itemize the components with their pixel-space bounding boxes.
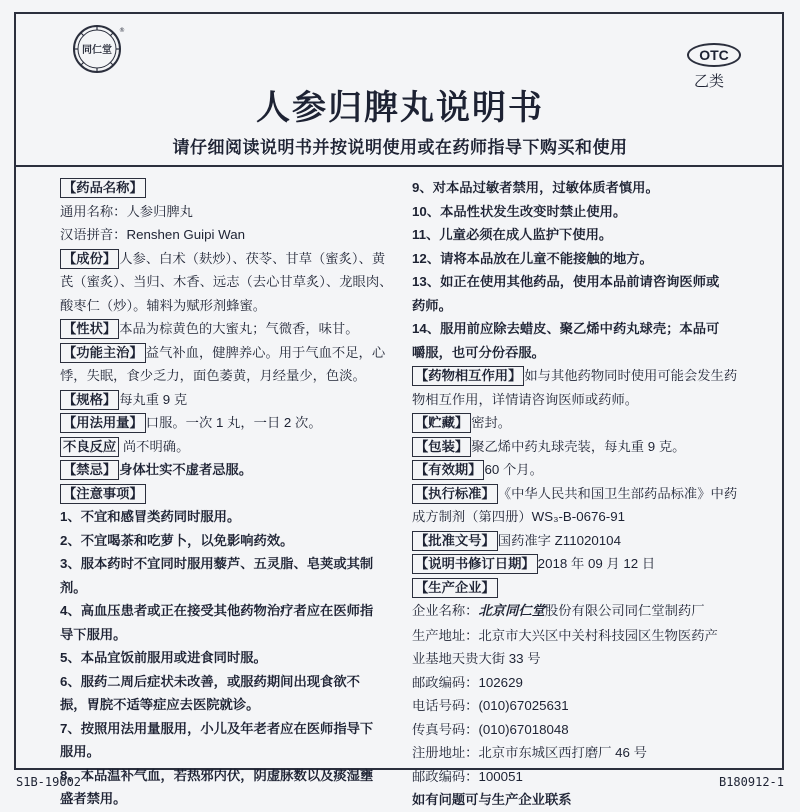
ingredients-text-3: 酸枣仁（炒）。辅料为赋形剂蜂蜜。 <box>60 297 267 313</box>
validity-text: 60 个月。 <box>484 462 543 477</box>
section-interaction <box>412 364 752 388</box>
generic-name: 通用名称：人参归脾丸 <box>60 203 193 219</box>
usage-text: 口服。一次 1 丸，一日 2 次。 <box>145 415 322 430</box>
otc-badge: OTC <box>687 43 741 67</box>
section-ingredients <box>60 247 408 271</box>
note-line: 13、如正在使用其他药品，使用本品前请咨询医师或 <box>412 274 720 289</box>
svg-text:®: ® <box>119 27 125 34</box>
footer-right-code: B180912-1 <box>718 775 784 789</box>
registered-address: 注册地址：北京市东城区西打磨厂 46 号 <box>412 745 647 760</box>
section-adverse <box>60 435 408 459</box>
storage-label: 【贮藏】 <box>412 413 471 433</box>
standard-label: 【执行标准】 <box>412 484 498 504</box>
drug-name-label: 【药品名称】 <box>60 178 146 198</box>
postcode-1: 邮政编码：102629 <box>412 674 523 690</box>
approval-label: 【批准文号】 <box>412 531 498 551</box>
revision-label: 【说明书修订日期】 <box>412 554 538 574</box>
section-revision <box>412 552 752 576</box>
interaction-text-2: 物相互作用，详情请咨询医师或药师。 <box>412 391 639 407</box>
section-validity <box>412 458 752 482</box>
logo-text: 同仁堂 <box>82 45 112 56</box>
note-line: 9、对本品过敏者禁用，过敏体质者慎用。 <box>412 180 659 195</box>
function-text-2: 悸，失眠，食少乏力，面色萎黄，月经量少，色淡。 <box>60 368 366 383</box>
note-line: 振，胃脘不适等症应去医院就诊。 <box>60 697 260 712</box>
document-subtitle: 请仔细阅读说明书并按说明使用或在药师指导下购买和使用 <box>172 138 628 158</box>
note-line: 10、本品性状发生改变时禁止使用。 <box>412 203 627 219</box>
character-text: 本品为棕黄色的大蜜丸；气微香，味甘。 <box>119 321 359 336</box>
company-rest: 股份有限公司同仁堂制药厂 <box>544 603 705 618</box>
left-column <box>60 176 408 811</box>
ingredients-label: 【成份】 <box>60 249 119 269</box>
interaction-text-1: 如与其他药物同时使用可能会发生药 <box>524 368 738 383</box>
section-spec <box>60 388 408 412</box>
package-label: 【包装】 <box>412 437 471 457</box>
tongrentang-logo-icon <box>72 24 125 74</box>
spec-label: 【规格】 <box>60 390 119 410</box>
note-line: 3、服本药时不宜同时服用藜芦、五灵脂、皂荚或其制 <box>60 556 374 571</box>
section-character <box>60 317 408 341</box>
approval-text: 国药准字 Z11020104 <box>497 532 621 548</box>
phone-number: 电话号码：(010)67025631 <box>412 698 569 713</box>
address-line-1: 生产地址：北京市大兴区中关村科技园区生物医药产 <box>412 627 718 643</box>
section-contraindications <box>60 458 408 482</box>
contact-note: 如有问题可与生产企业联系 <box>412 792 572 807</box>
revision-text: 2018 年 09 月 12 日 <box>537 556 656 571</box>
document-title: 人参归脾丸说明书 <box>256 88 544 128</box>
contra-label: 【禁忌】 <box>60 460 119 480</box>
interaction-label: 【药物相互作用】 <box>412 366 524 386</box>
note-line: 服用。 <box>60 744 100 759</box>
fax-number: 传真号码：(010)67018048 <box>412 721 569 737</box>
right-column <box>412 176 752 812</box>
section-manufacturer <box>412 576 752 600</box>
contra-text: 身体壮实不虚者忌服。 <box>119 462 253 477</box>
package-text: 聚乙烯中药丸球壳装，每丸重 9 克。 <box>471 438 686 454</box>
note-line: 11、儿童必须在成人监护下使用。 <box>412 227 613 242</box>
note-line: 盛者禁用。 <box>60 791 127 806</box>
note-line: 12、请将本品放在儿童不能接触的地方。 <box>412 250 653 266</box>
note-line: 药师。 <box>412 297 452 313</box>
note-line: 1、不宜和感冒类药同时服用。 <box>60 509 241 524</box>
otc-class-label: 乙类 <box>694 73 725 90</box>
ingredients-text-1: 人参、白术（麸炒）、茯苓、甘草（蜜炙）、黄 <box>119 250 386 266</box>
manufacturer-label: 【生产企业】 <box>412 578 498 598</box>
standard-text-1: 《中华人民共和国卫生部药品标准》中药 <box>497 485 738 501</box>
note-line: 剂。 <box>60 579 87 595</box>
section-approval <box>412 529 752 553</box>
validity-label: 【有效期】 <box>412 460 484 480</box>
pinyin-name: 汉语拼音：Renshen Guipi Wan <box>60 227 245 242</box>
spec-text: 每丸重 9 克 <box>119 391 188 407</box>
note-line: 4、高血压患者或正在接受其他药物治疗者应在医师指 <box>60 603 374 618</box>
adverse-text: 尚不明确。 <box>122 438 190 454</box>
note-line: 6、服药二周后症状未改善，或服药期间出现食欲不 <box>60 673 360 689</box>
note-line: 嚼服，也可分份吞服。 <box>412 344 545 360</box>
storage-text: 密封。 <box>471 415 512 430</box>
header-divider <box>14 165 784 167</box>
section-function <box>60 341 408 365</box>
company-brand: 北京同仁堂 <box>478 604 545 619</box>
company-prefix: 企业名称： <box>412 603 479 618</box>
section-usage <box>60 411 408 435</box>
section-notes <box>60 482 408 506</box>
note-line: 导下服用。 <box>60 626 127 642</box>
usage-label: 【用法用量】 <box>60 413 146 433</box>
section-storage <box>412 411 752 435</box>
postcode-2: 邮政编码：100051 <box>412 768 523 784</box>
ingredients-text-2: 芪（蜜炙）、当归、木香、远志（去心甘草炙）、龙眼肉、 <box>60 274 393 289</box>
note-line: 14、服用前应除去蜡皮、聚乙烯中药丸球壳；本品可 <box>412 321 720 336</box>
note-line: 7、按照用法用量服用，小儿及年老者应在医师指导下 <box>60 720 374 736</box>
standard-text-2: 成方制剂（第四册）WS₃-B-0676-91 <box>412 509 626 524</box>
section-standard <box>412 482 752 506</box>
note-line: 8、本品温补气血，若热邪内伏，阴虚脉数以及痰湿壅 <box>60 767 374 783</box>
function-label: 【功能主治】 <box>60 343 146 363</box>
address-line-2: 业基地天贵大街 33 号 <box>412 651 541 666</box>
footer-left-code: S1B-19002 <box>16 775 82 789</box>
note-line: 5、本品宜饭前服用或进食同时服。 <box>60 650 267 665</box>
section-drug-name <box>60 176 408 200</box>
function-text-1: 益气补血，健脾养心。用于气血不足，心 <box>145 344 386 360</box>
company-name <box>412 599 752 624</box>
section-package <box>412 435 752 459</box>
notes-label: 【注意事项】 <box>60 484 146 504</box>
adverse-label: 不良反应 <box>60 437 119 457</box>
character-label: 【性状】 <box>60 319 119 339</box>
note-line: 2、不宜喝茶和吃萝卜，以免影响药效。 <box>60 532 294 548</box>
